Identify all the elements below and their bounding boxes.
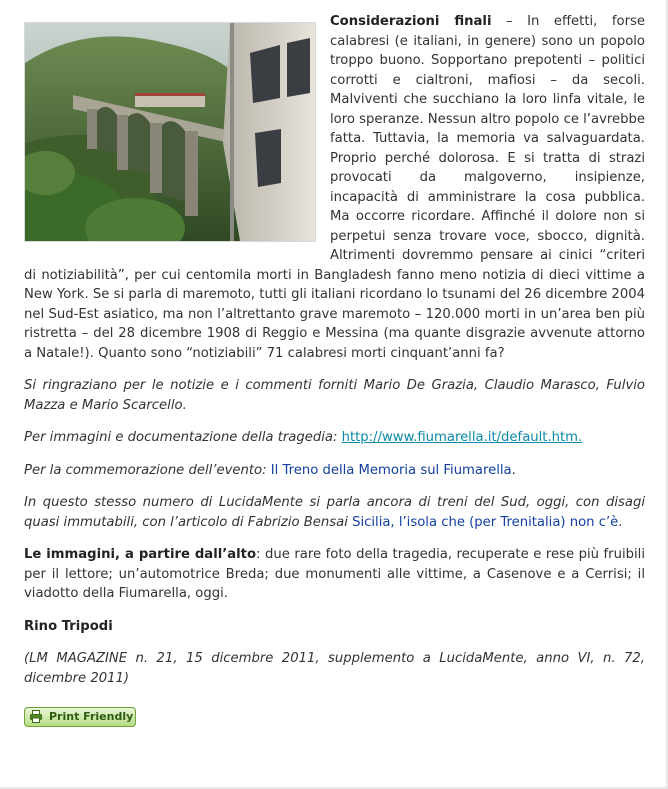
printer-icon xyxy=(30,710,42,723)
docs-paragraph xyxy=(24,428,645,448)
article-body xyxy=(24,12,645,734)
treno-memoria-link[interactable]: Il Treno della Memoria sul Fiumarella xyxy=(270,462,512,478)
citation-text: (LM MAGAZINE n. 21, 15 dicembre 2011, supplemento a LucidaMente, anno VI, n. 72, dicembre 2011) xyxy=(24,651,645,686)
same-issue-end: . xyxy=(618,514,623,530)
fiumarella-site-link[interactable]: http://www.fiumarella.it/default.htm. xyxy=(341,430,583,445)
viaduct-train-photo xyxy=(24,22,316,242)
docs-label: Per immagini e documentazione della tragedia: xyxy=(24,430,342,445)
same-issue-paragraph xyxy=(24,493,645,532)
author-name: Rino Tripodi xyxy=(24,618,113,634)
commemoration-paragraph xyxy=(24,461,645,481)
same-issue-text: In questo stesso numero di LucidaMente si parla ancora di treni del Sud, oggi, con disagi quasi immutabili, con l’articolo di Fabrizio Bensai xyxy=(24,495,645,530)
thanks-text: Si ringraziano per le notizie e i commenti forniti Mario De Grazia, Claudio Marasco, Fulvio Mazza e Mario Scarcello. xyxy=(24,378,645,413)
commemoration-label: Per la commemorazione dell’evento: xyxy=(24,462,271,478)
final-considerations-heading: Considerazioni finali xyxy=(330,14,492,29)
images-caption-text: : due rare foto della tragedia, recuperate e rese più fruibili per il lettore; un’automotrice Breda; due monumenti alle vittime, a Casenove e a Cerrisi; il viadotto della Fiumarella, oggi. xyxy=(24,547,645,601)
images-caption-heading: Le immagini, a partire dall’alto xyxy=(24,547,257,562)
citation-paragraph xyxy=(24,649,645,688)
print-friendly-label: Print Friendly xyxy=(49,710,134,723)
commemoration-end: . xyxy=(511,462,516,478)
thanks-paragraph xyxy=(24,376,645,415)
final-considerations-text: – In effetti, forse calabresi (e italiani, in genere) sono un popolo troppo buono. Sopportano prepotenti – politici corrotti e cialtroni, mafiosi – da secoli. Malviventi che succhiano la loro linfa vitale, le loro speranze. Nessun altro popolo ce l’avrebbe fatta. Tuttavia, la memoria va salvaguardata. Proprio perché dolorosa. E si tratta di strazi provocati da malgoverno, insipienze, incapacità di amministrare la cosa pubblica. Ma occorre ricordare. Affinché il dolore non si perpetui senza trovare voce, sbocco, dignità. Altrimenti dovremmo pensare ai cinici “criteri di notiziabilità”, per cui centomila morti in Bangladesh fanno meno notizia di dieci vittime a New York. Se si parla di maremoto, tutti gli italiani ricordano lo tsunami del 26 dicembre 2004 nel Sud-Est asiatico, ma non l’altrettanto grave maremoto – 120.000 morti in un’area ben più ristretta – del 28 dicembre 1908 di Reggio e Messina (ma quante disgrazie avvenute attorno a Natale!). Quanto sono “notiziabili” 71 calabresi morti cinquant’anni fa? xyxy=(24,14,645,361)
print-friendly-button[interactable] xyxy=(24,707,136,727)
author-paragraph xyxy=(24,617,645,637)
sicilia-article-link[interactable]: Sicilia, l’isola che (per Trenitalia) non c’è xyxy=(352,514,619,530)
images-caption-paragraph xyxy=(24,545,645,604)
